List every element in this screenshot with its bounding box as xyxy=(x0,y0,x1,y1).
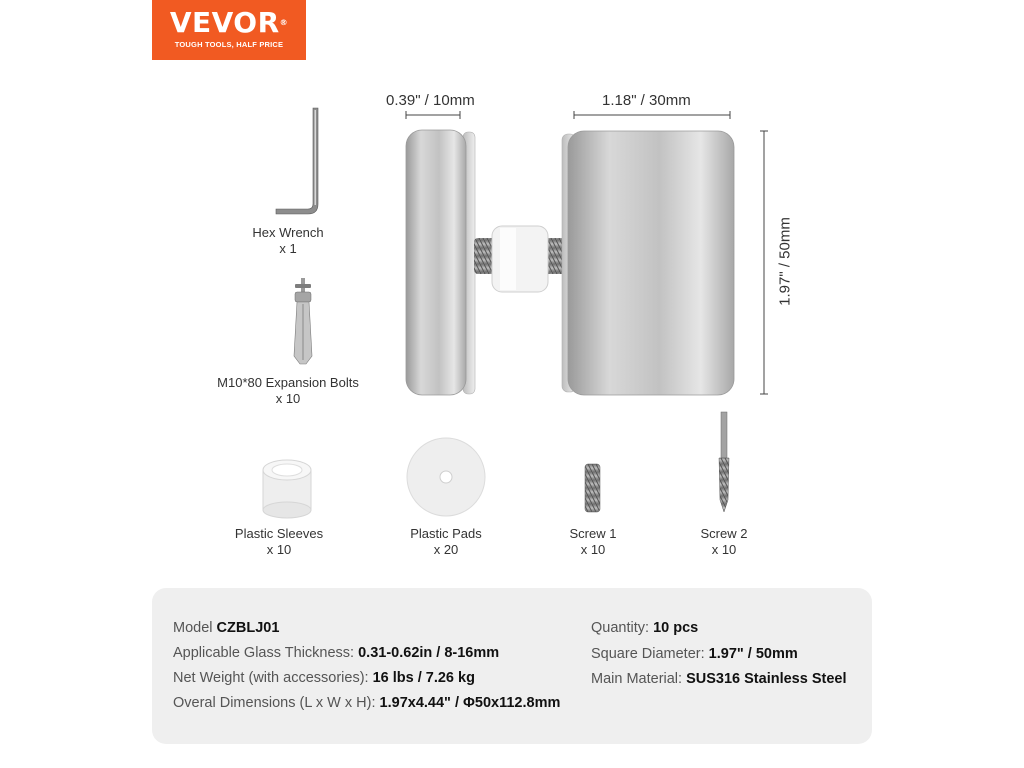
lag-screw-icon xyxy=(719,412,729,512)
accessory-qty: x 10 xyxy=(266,542,292,557)
accessory-caption xyxy=(634,526,814,558)
accessory-caption xyxy=(198,375,378,407)
body-width-label: 1.18" / 30mm xyxy=(602,92,691,109)
accessory-qty: x 20 xyxy=(433,542,459,557)
accessory-name: Hex Wrench xyxy=(252,225,324,240)
spec-model: Model CZBLJ01 xyxy=(173,620,280,636)
accessory-name: Screw 2 xyxy=(700,526,748,541)
spec-square-diameter: Square Diameter: 1.97" / 50mm xyxy=(591,646,798,662)
threaded-rod xyxy=(474,226,574,292)
front-plate xyxy=(406,130,475,395)
spec-main-material: Main Material: SUS316 Stainless Steel xyxy=(591,671,847,687)
accessory-name: Screw 1 xyxy=(569,526,617,541)
spec-overall-dimensions: Overal Dimensions (L x W x H): 1.97x4.44" / Φ50x112.8mm xyxy=(173,695,561,711)
accessory-qty: x 10 xyxy=(580,542,606,557)
trademark-symbol: ® xyxy=(279,18,289,27)
spec-net-weight: Net Weight (with accessories): 16 lbs / 7.26 kg xyxy=(173,670,475,686)
diameter-label: 1.97" / 50mm xyxy=(776,217,794,306)
accessory-name: Plastic Sleeves xyxy=(234,526,324,541)
accessory-caption xyxy=(198,225,378,257)
brand-name: VEVOR xyxy=(169,6,280,39)
plate-thickness-label: 0.39" / 10mm xyxy=(386,92,475,109)
accessory-name: M10*80 Expansion Bolts xyxy=(217,375,359,390)
hex-wrench-icon xyxy=(276,108,318,214)
accessory-qty: x 1 xyxy=(279,241,297,256)
plastic-sleeve-icon xyxy=(263,460,311,518)
expansion-bolt-icon xyxy=(294,278,312,364)
specifications-panel xyxy=(152,588,872,744)
accessory-qty: x 10 xyxy=(711,542,737,557)
accessory-qty: x 10 xyxy=(275,391,301,406)
set-screw-icon xyxy=(585,464,600,512)
back-body xyxy=(562,131,734,395)
plastic-pad-icon xyxy=(407,438,485,516)
accessory-caption xyxy=(189,526,369,558)
spec-quantity: Quantity: 10 pcs xyxy=(591,620,699,636)
spec-glass-thickness: Applicable Glass Thickness: 0.31-0.62in / 8-16mm xyxy=(173,645,500,661)
accessory-name: Plastic Pads xyxy=(410,526,482,541)
brand-tagline: TOUGH TOOLS, HALF PRICE xyxy=(174,40,284,49)
